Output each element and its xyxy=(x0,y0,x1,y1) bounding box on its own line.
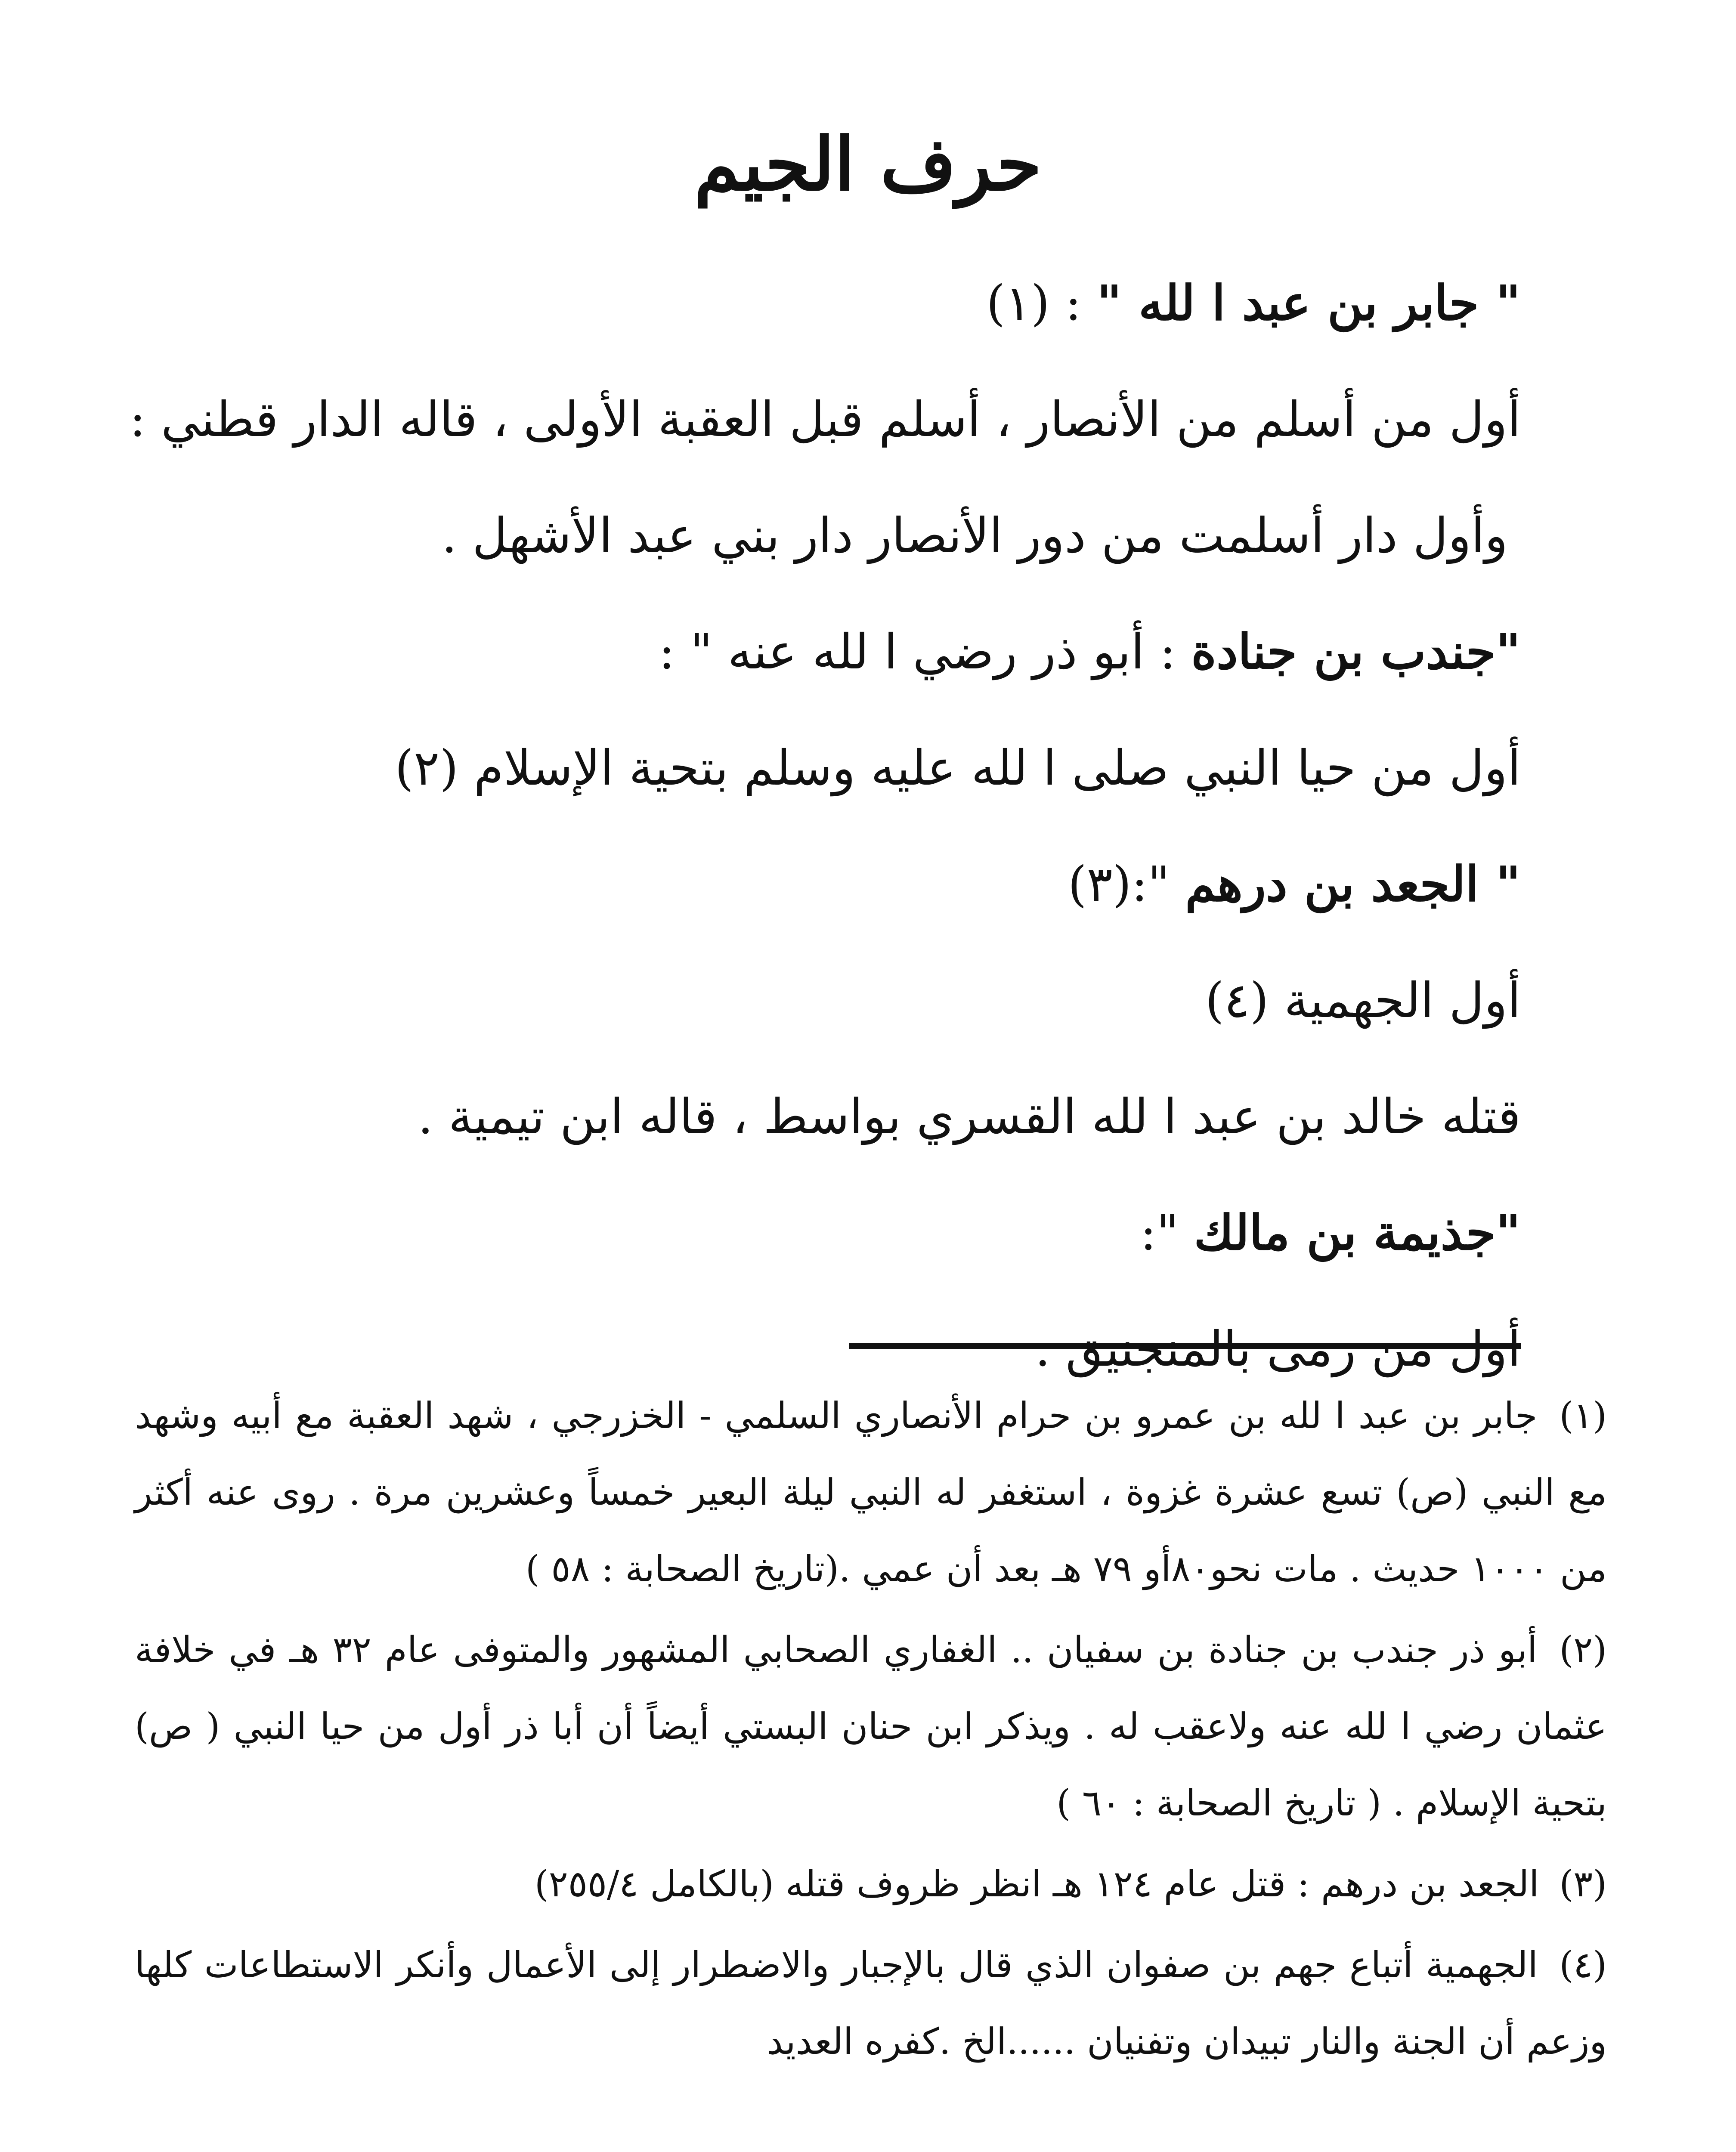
entry-text-line: وأول دار أسلمت من دور الأنصار دار بني عبد الأشهل . xyxy=(441,508,1508,564)
entry-heading-suffix: : (١) xyxy=(986,275,1097,331)
footnote xyxy=(135,1846,1607,1922)
entry-text-line: أول من أسلم من الأنصار ، أسلم قبل العقبة الأولى ، قاله الدار قطني : xyxy=(129,392,1521,448)
footnote-text: أبو ذر جندب بن جنادة بن سفيان .. الغفاري الصحابي المشهور والمتوفى عام ٣٢ هـ في خلافة عثمان رضي ا لله عنه ولاعقب له . ويذكر ابن حنان البستي أيضاً أن أبا ذر أول من حيا النبي ( ص) بتحية الإسلام . ( تاريخ الصحابة : ٦٠ ) xyxy=(135,1629,1607,1824)
entry-name: " جابر بن عبد ا لله " xyxy=(1096,275,1521,331)
entry-heading-suffix: : أبو ذر رضي ا لله عنه " : xyxy=(659,624,1191,680)
footnote-number: (٤) xyxy=(1559,1944,1607,1986)
footnote-text: الجعد بن درهم : قتل عام ١٢٤ هـ انظر ظروف قتله (بالكامل ٢٥٥/٤) xyxy=(534,1863,1539,1905)
entry-heading xyxy=(229,245,1521,362)
footnote-number: (٣) xyxy=(1559,1863,1607,1905)
chapter-title: حرف الجيم xyxy=(694,121,1042,207)
entry-name: "جندب بن جنادة xyxy=(1191,624,1521,680)
entry-name: "جذيمة بن مالك xyxy=(1194,1205,1521,1261)
footnote-number: (١) xyxy=(1559,1394,1607,1437)
footnotes xyxy=(135,1377,1607,2084)
footnote-text: جابر بن عبد ا لله بن عمرو بن حرام الأنصاري السلمي - الخزرجي ، شهد العقبة مع أبيه وشهد مع النبي (ص) تسع عشرة غزوة ، استغفر له النبي ليلة البعير خمساً وعشرين مرة . روى عنه أكثر من ١٠٠٠ حديث . مات نحو٨٠أو ٧٩ هـ بعد أن عمي .(تاريخ الصحابة : ٥٨ ) xyxy=(135,1394,1607,1590)
entry-heading-suffix: ": xyxy=(1140,1205,1194,1261)
footnote xyxy=(135,1611,1607,1841)
entry-heading xyxy=(229,594,1521,710)
footnote-number: (٢) xyxy=(1559,1629,1607,1671)
footnote-text: الجهمية أتباع جهم بن صفوان الذي قال بالإجبار والاضطرار إلى الأعمال وأنكر الاستطاعات كلها وزعم أن الجنة والنار تبيدان وتفنيان ......الخ .كفره العديد xyxy=(135,1944,1607,2062)
footnote xyxy=(135,1926,1607,2080)
entry-heading xyxy=(229,826,1521,943)
entry-heading xyxy=(229,1175,1521,1291)
footnote-separator xyxy=(849,1343,1521,1349)
main-text xyxy=(129,245,1521,1407)
entry-text-line: أول من حيا النبي صلى ا لله عليه وسلم بتحية الإسلام (٢) xyxy=(395,740,1521,796)
entry-text-line: أول من رمى بالمنجنيق . xyxy=(1035,1321,1521,1377)
entry-text-line: أول الجهمية (٤) xyxy=(1205,973,1521,1029)
entry-text-line: قتله خالد بن عبد ا لله القسري بواسط ، قاله ابن تيمية . xyxy=(418,1089,1521,1145)
entry-heading-suffix: ":(٣) xyxy=(1068,856,1185,912)
entry-name: " الجعد بن درهم xyxy=(1185,856,1521,912)
footnote xyxy=(135,1377,1607,1607)
